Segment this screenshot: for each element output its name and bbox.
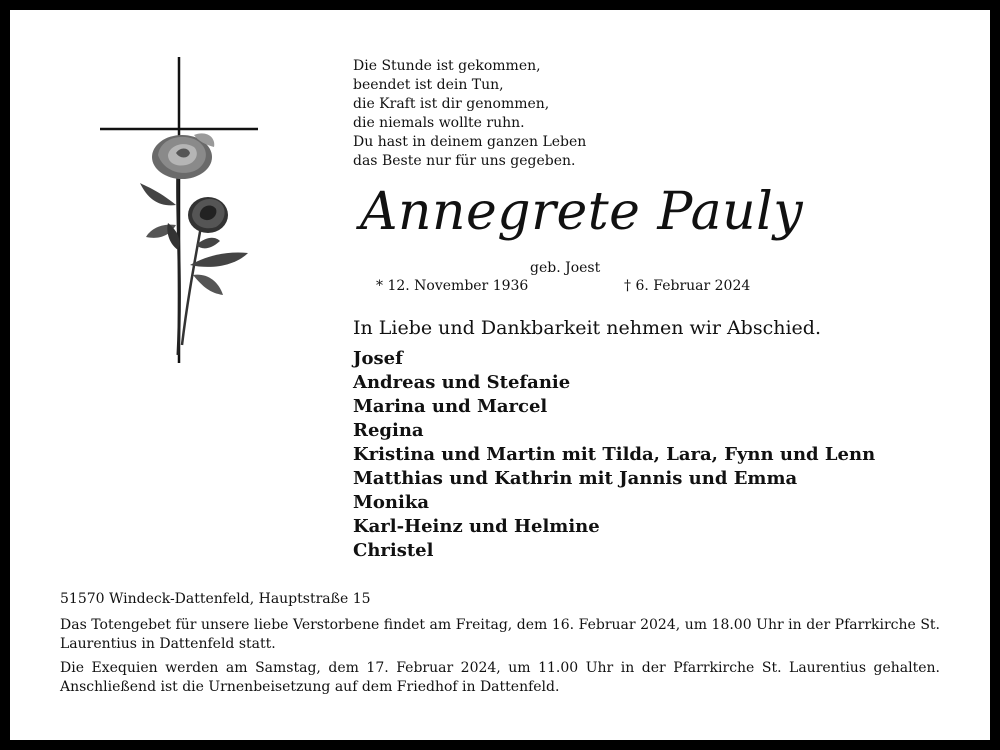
family-member: Marina und Marcel [353,396,548,417]
death-date: † 6. Februar 2024 [624,278,751,294]
poem-line: die niemals wollte ruhn. [353,115,525,131]
address: 51570 Windeck-Dattenfeld, Hauptstraße 15 [60,591,371,607]
farewell-text: In Liebe und Dankbarkeit nehmen wir Abschied. [353,317,821,339]
poem-line: die Kraft ist dir genommen, [353,96,550,112]
family-member: Matthias und Kathrin mit Jannis und Emma [353,468,798,489]
obituary-card [10,10,990,740]
family-member: Monika [353,492,429,513]
deceased-name: Annegrete Pauly [360,182,804,242]
family-member: Christel [353,540,434,561]
poem-line: das Beste nur für uns gegeben. [353,153,576,169]
cross-rose-icon [98,55,268,365]
funeral-notice: Die Exequien werden am Samstag, dem 17. Februar 2024, um 11.00 Uhr in der Pfarrkirche St. Laurentius gehalten. Anschließend ist die Urnenbeisetzung auf dem Friedhof in Dattenfeld. [60,660,940,695]
family-member: Kristina und Martin mit Tilda, Lara, Fynn und Lenn [353,444,876,465]
family-list [353,347,875,563]
family-member: Regina [353,420,424,441]
family-member: Josef [353,348,403,369]
poem-line: Du hast in deinem ganzen Leben [353,134,587,150]
poem-line: Die Stunde ist gekommen, [353,58,541,74]
family-member: Andreas und Stefanie [353,372,571,393]
family-member: Karl-Heinz und Helmine [353,516,600,537]
maiden-name: geb. Joest [530,260,601,276]
poem [353,57,586,171]
poem-line: beendet ist dein Tun, [353,77,504,93]
prayer-notice: Das Totengebet für unsere liebe Verstorbene findet am Freitag, dem 16. Februar 2024, um 18.00 Uhr in der Pfarrkirche St. Laurentius in Dattenfeld statt. [60,617,940,652]
birth-date: * 12. November 1936 [376,278,529,294]
